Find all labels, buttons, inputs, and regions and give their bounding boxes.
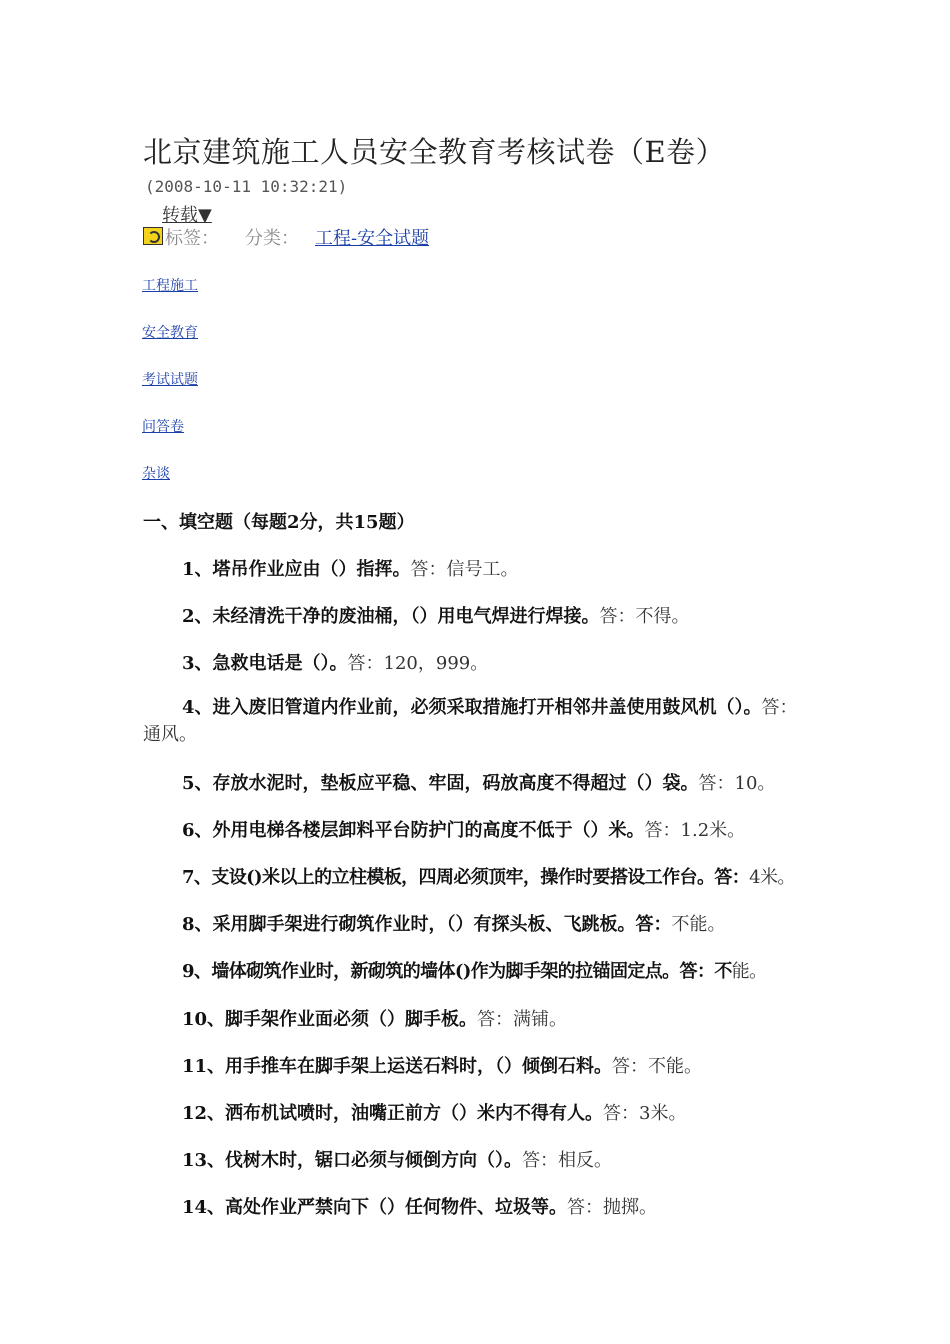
category-label: 分类： — [245, 228, 299, 249]
question-item — [182, 1052, 702, 1078]
section-title: 一、填空题（每题2分，共15题） — [143, 512, 415, 533]
question-item — [182, 769, 775, 795]
question-item — [182, 555, 519, 581]
question-stem: 12、洒布机试喷时，油嘴正前方（）米内不得有人。 — [182, 1103, 604, 1124]
tag-link-exam-questions[interactable]: 考试试题 — [142, 372, 198, 388]
question-stem: 7、支设()米以上的立柱模板，四周必须顶牢，操作时要搭设工作台。答： — [182, 867, 750, 888]
question-stem: 11、用手推车在脚手架上运送石料时，（）倾倒石料。 — [182, 1056, 613, 1077]
question-stem: 6、外用电梯各楼层卸料平台防护门的高度不低于（）米。 — [182, 820, 645, 841]
question-item — [182, 649, 488, 675]
question-item — [182, 1005, 567, 1031]
question-stem: 9、墙体砌筑作业时，新砌筑的墙体()作为脚手架的拉锚固定点。答：不 — [182, 961, 732, 982]
question-answer: 答：通风。 — [143, 697, 798, 745]
question-stem: 2、未经清洗干净的废油桶，（）用电气焊进行焊接。 — [182, 606, 600, 627]
question-answer: 答：相反。 — [522, 1150, 613, 1171]
question-item — [143, 694, 808, 748]
question-item — [182, 1146, 612, 1172]
post-date: (2008-10-11 10:32:21) — [145, 177, 348, 196]
question-answer: 答：120，999。 — [347, 653, 489, 674]
question-answer: 答：10。 — [698, 773, 776, 794]
question-stem: 14、高处作业严禁向下（）任何物件、垃圾等。 — [182, 1197, 568, 1218]
question-answer: 答：满铺。 — [477, 1009, 568, 1030]
question-item — [182, 1193, 657, 1219]
category-link[interactable]: 工程-安全试题 — [315, 228, 430, 249]
question-stem: 10、脚手架作业面必须（）脚手板。 — [182, 1009, 478, 1030]
tag-link-qa-paper[interactable]: 问答卷 — [142, 419, 184, 435]
question-stem: 13、伐树木时，锯口必须与倾倒方向（）。 — [182, 1150, 523, 1171]
question-answer: 答：1.2米。 — [644, 820, 746, 841]
question-item — [182, 816, 745, 842]
tag-link-engineering[interactable]: 工程施工 — [142, 278, 198, 294]
tag-label: 标签： — [165, 228, 219, 249]
question-answer: 答：不得。 — [599, 606, 690, 627]
question-answer: 答：抛掷。 — [567, 1197, 658, 1218]
tag-link-misc[interactable]: 杂谈 — [142, 466, 170, 482]
question-stem: 4、进入废旧管道内作业前，必须采取措施打开相邻井盖使用鼓风机（）。 — [182, 697, 762, 718]
repost-button[interactable]: 转载▼ — [162, 205, 212, 226]
question-answer: 能。 — [731, 961, 767, 982]
question-answer: 答：3米。 — [603, 1103, 687, 1124]
question-item — [182, 1099, 687, 1125]
question-answer: 答：信号工。 — [410, 559, 519, 580]
question-item — [182, 602, 690, 628]
question-item — [182, 910, 726, 936]
question-stem: 8、采用脚手架进行砌筑作业时，（）有探头板、飞跳板。答： — [182, 914, 672, 935]
question-item — [182, 863, 795, 889]
page-title: 北京建筑施工人员安全教育考核试卷（E卷） — [143, 135, 726, 169]
question-stem: 3、急救电话是（）。 — [182, 653, 348, 674]
tag-icon — [143, 227, 163, 245]
question-answer: 不能。 — [671, 914, 726, 935]
question-stem: 5、存放水泥时，垫板应平稳、牢固，码放高度不得超过（）袋。 — [182, 773, 699, 794]
tag-link-safety-education[interactable]: 安全教育 — [142, 325, 198, 341]
meta-row — [143, 224, 429, 250]
question-answer: 4米。 — [749, 867, 795, 888]
question-item — [182, 957, 767, 983]
question-stem: 1、塔吊作业应由（）指挥。 — [182, 559, 411, 580]
question-answer: 答：不能。 — [612, 1056, 703, 1077]
